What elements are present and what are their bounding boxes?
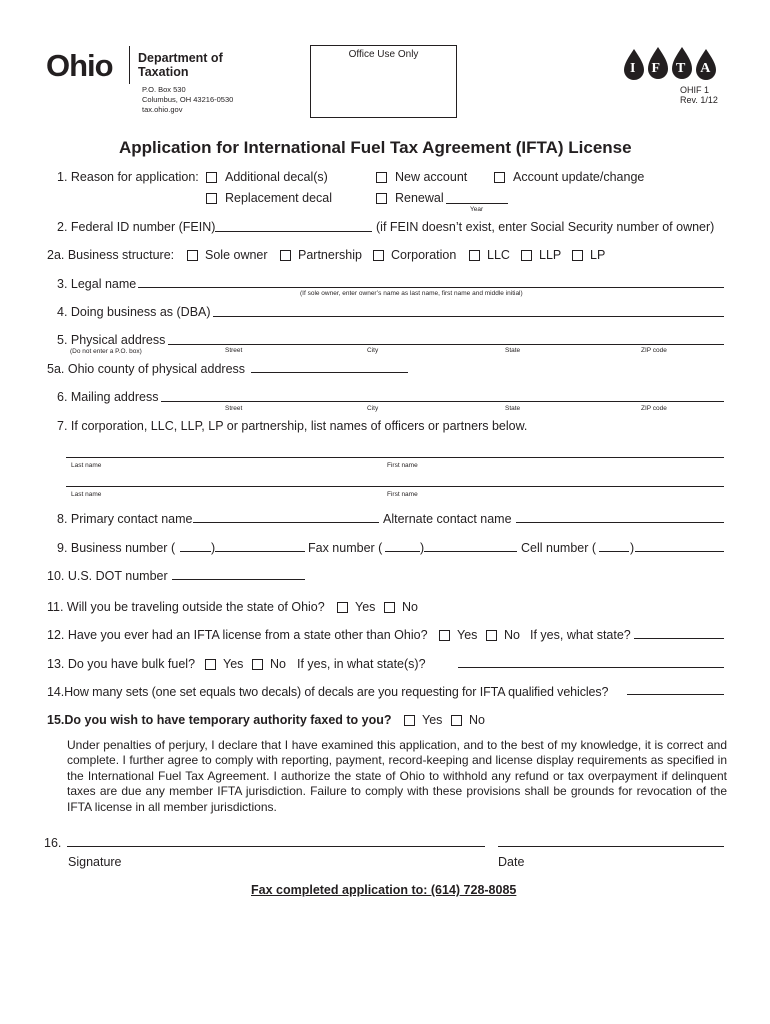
q13-label: 13. Do you have bulk fuel? xyxy=(47,657,196,671)
checkbox-llc[interactable] xyxy=(469,250,480,261)
q8-alt-label: Alternate contact name xyxy=(383,512,512,526)
checkbox-new-account[interactable] xyxy=(376,172,387,183)
q5-zip-caption: ZIP code xyxy=(641,347,667,354)
officer-2-last-caption: Last name xyxy=(71,491,102,498)
officer-1-field[interactable] xyxy=(66,457,724,458)
q11-yes-label: Yes xyxy=(355,600,376,614)
q9-close-paren-2: ) xyxy=(420,541,425,555)
dept-line-2: Taxation xyxy=(138,65,189,79)
checkbox-account-update[interactable] xyxy=(494,172,505,183)
q2-label: 2. Federal ID number (FEIN) xyxy=(57,220,216,234)
mailing-address-field[interactable] xyxy=(161,401,724,402)
office-use-box xyxy=(310,45,457,118)
checkbox-renewal[interactable] xyxy=(376,193,387,204)
officer-2-field[interactable] xyxy=(66,486,724,487)
q16-number: 16. xyxy=(44,836,62,850)
officer-2-first-caption: First name xyxy=(387,491,418,498)
checkbox-sole-owner[interactable] xyxy=(187,250,198,261)
checkbox-q11-yes[interactable] xyxy=(337,602,348,613)
checkbox-q12-yes[interactable] xyxy=(439,630,450,641)
fax-number-field[interactable] xyxy=(424,551,517,552)
address-line-1: P.O. Box 530 xyxy=(142,85,186,94)
q12-no-label: No xyxy=(504,628,520,642)
form-title: Application for International Fuel Tax Agreement (IFTA) License xyxy=(119,138,632,157)
officer-1-last-caption: Last name xyxy=(71,462,102,469)
q5-state-caption: State xyxy=(505,347,521,354)
q2a-label: 2a. Business structure: xyxy=(47,248,175,262)
opt-lp: LP xyxy=(590,248,606,262)
q11-label: 11. Will you be traveling outside the state of Ohio? xyxy=(47,600,325,614)
dept-address xyxy=(142,85,233,115)
q14-label: 14.How many sets (one set equals two decals) of decals are you requesting for IFTA qualified vehicles? xyxy=(47,685,609,699)
business-number-field[interactable] xyxy=(215,551,305,552)
q1-new-label: New account xyxy=(395,170,468,184)
signature-label: Signature xyxy=(68,855,122,869)
checkbox-q12-no[interactable] xyxy=(486,630,497,641)
q1-label: 1. Reason for application: xyxy=(57,170,199,184)
alternate-contact-field[interactable] xyxy=(516,522,724,523)
checkbox-q11-no[interactable] xyxy=(384,602,395,613)
declaration-text: Under penalties of perjury, I declare that I have examined this application, and to the best of my knowledge, it is correct and complete. I further agree to comply with reporting, payment, record-keeping and license display requirements as specified in the International Fuel Tax Agreement. I authorize the state of Ohio to withhold any refund or tax overpayment if delinquent taxes are due any member IFTA jurisdiction. Failure to comply with these provisions shall be grounds for revocation of the IFTA license in all member jurisdictions. xyxy=(67,738,727,814)
q1-additional-label: Additional decal(s) xyxy=(225,170,328,184)
q2-note: (if FEIN doesn’t exist, enter Social Security number of owner) xyxy=(376,220,715,234)
checkbox-q13-yes[interactable] xyxy=(205,659,216,670)
q10-label: 10. U.S. DOT number xyxy=(47,569,168,583)
q9-fax-label: Fax number ( xyxy=(308,541,383,555)
q9-cell-label: Cell number ( xyxy=(521,541,597,555)
checkbox-additional-decals[interactable] xyxy=(206,172,217,183)
checkbox-partnership[interactable] xyxy=(280,250,291,261)
q4-label: 4. Doing business as (DBA) xyxy=(57,305,211,319)
q6-label: 6. Mailing address xyxy=(57,390,159,404)
checkbox-replacement-decal[interactable] xyxy=(206,193,217,204)
q13-no-label: No xyxy=(270,657,286,671)
q13-states-field[interactable] xyxy=(458,667,724,668)
department-name xyxy=(138,51,223,79)
form-id: OHIF 1 xyxy=(680,85,710,95)
q1-update-label: Account update/change xyxy=(513,170,645,184)
checkbox-llp[interactable] xyxy=(521,250,532,261)
q3-label: 3. Legal name xyxy=(57,277,137,291)
q13-followup-label: If yes, in what state(s)? xyxy=(297,657,426,671)
year-caption: Year xyxy=(470,206,484,213)
address-line-2: Columbus, OH 43216-0530 xyxy=(142,95,234,104)
legal-name-field[interactable] xyxy=(138,287,724,288)
form-revision: Rev. 1/12 xyxy=(680,95,718,105)
dept-line-1: Department of xyxy=(138,51,223,65)
q6-state-caption: State xyxy=(505,405,521,412)
ohio-county-field[interactable] xyxy=(251,372,408,373)
address-line-3: tax.ohio.gov xyxy=(142,105,183,114)
q6-city-caption: City xyxy=(367,405,379,412)
checkbox-q15-no[interactable] xyxy=(451,715,462,726)
q5-label: 5. Physical address xyxy=(57,333,166,347)
q15-yes-label: Yes xyxy=(422,713,443,727)
q5-street-caption: Street xyxy=(225,347,243,354)
q12-yes-label: Yes xyxy=(457,628,478,642)
q6-street-caption: Street xyxy=(225,405,243,412)
fein-field[interactable] xyxy=(215,231,372,232)
dba-field[interactable] xyxy=(213,316,724,317)
q6-zip-caption: ZIP code xyxy=(641,405,667,412)
ohio-logo: Ohio xyxy=(46,48,113,83)
opt-partnership: Partnership xyxy=(298,248,362,262)
q8-label: 8. Primary contact name xyxy=(57,512,193,526)
opt-sole-owner: Sole owner xyxy=(205,248,268,262)
q15-label: 15.Do you wish to have temporary authority faxed to you? xyxy=(47,713,392,727)
date-label: Date xyxy=(498,855,525,869)
checkbox-q13-no[interactable] xyxy=(252,659,263,670)
checkbox-corporation[interactable] xyxy=(373,250,384,261)
q3-note: (If sole owner, enter owner’s name as last name, first name and middle initial) xyxy=(300,290,523,297)
q11-no-label: No xyxy=(402,600,418,614)
office-use-label: Office Use Only xyxy=(348,49,419,60)
checkbox-lp[interactable] xyxy=(572,250,583,261)
q9-close-paren-1: ) xyxy=(211,541,216,555)
opt-corporation: Corporation xyxy=(391,248,457,262)
business-area-code-field[interactable] xyxy=(180,551,211,552)
cell-number-field[interactable] xyxy=(635,551,724,552)
primary-contact-field[interactable] xyxy=(193,522,379,523)
q13-yes-label: Yes xyxy=(223,657,244,671)
ifta-logo-text: IFTA xyxy=(630,61,727,76)
q7-label: 7. If corporation, LLC, LLP, LP or partnership, list names of officers or partners below. xyxy=(57,419,528,433)
q9-close-paren-3: ) xyxy=(630,541,635,555)
q1-replacement-label: Replacement decal xyxy=(225,191,333,205)
opt-llp: LLP xyxy=(539,248,562,262)
q9-label: 9. Business number ( xyxy=(57,541,176,555)
q5a-label: 5a. Ohio county of physical address xyxy=(47,362,246,376)
q15-no-label: No xyxy=(469,713,485,727)
cell-area-code-field[interactable] xyxy=(599,551,629,552)
fax-area-code-field[interactable] xyxy=(385,551,420,552)
logo-divider xyxy=(129,46,130,84)
fax-instruction: Fax completed application to: (614) 728-8085 xyxy=(251,883,517,897)
decal-sets-field[interactable] xyxy=(627,694,724,695)
q5-note: (Do not enter a P.O. box) xyxy=(70,348,142,355)
q1-renewal-label: Renewal xyxy=(395,191,444,205)
q12-followup-label: If yes, what state? xyxy=(530,628,631,642)
renewal-year-field[interactable] xyxy=(446,203,508,204)
date-field[interactable] xyxy=(498,846,724,847)
dot-number-field[interactable] xyxy=(172,579,305,580)
q12-state-field[interactable] xyxy=(634,638,724,639)
officer-1-first-caption: First name xyxy=(387,462,418,469)
checkbox-q15-yes[interactable] xyxy=(404,715,415,726)
physical-address-field[interactable] xyxy=(168,344,724,345)
opt-llc: LLC xyxy=(487,248,510,262)
q12-label: 12. Have you ever had an IFTA license from a state other than Ohio? xyxy=(47,628,428,642)
signature-field[interactable] xyxy=(67,846,485,847)
q5-city-caption: City xyxy=(367,347,379,354)
